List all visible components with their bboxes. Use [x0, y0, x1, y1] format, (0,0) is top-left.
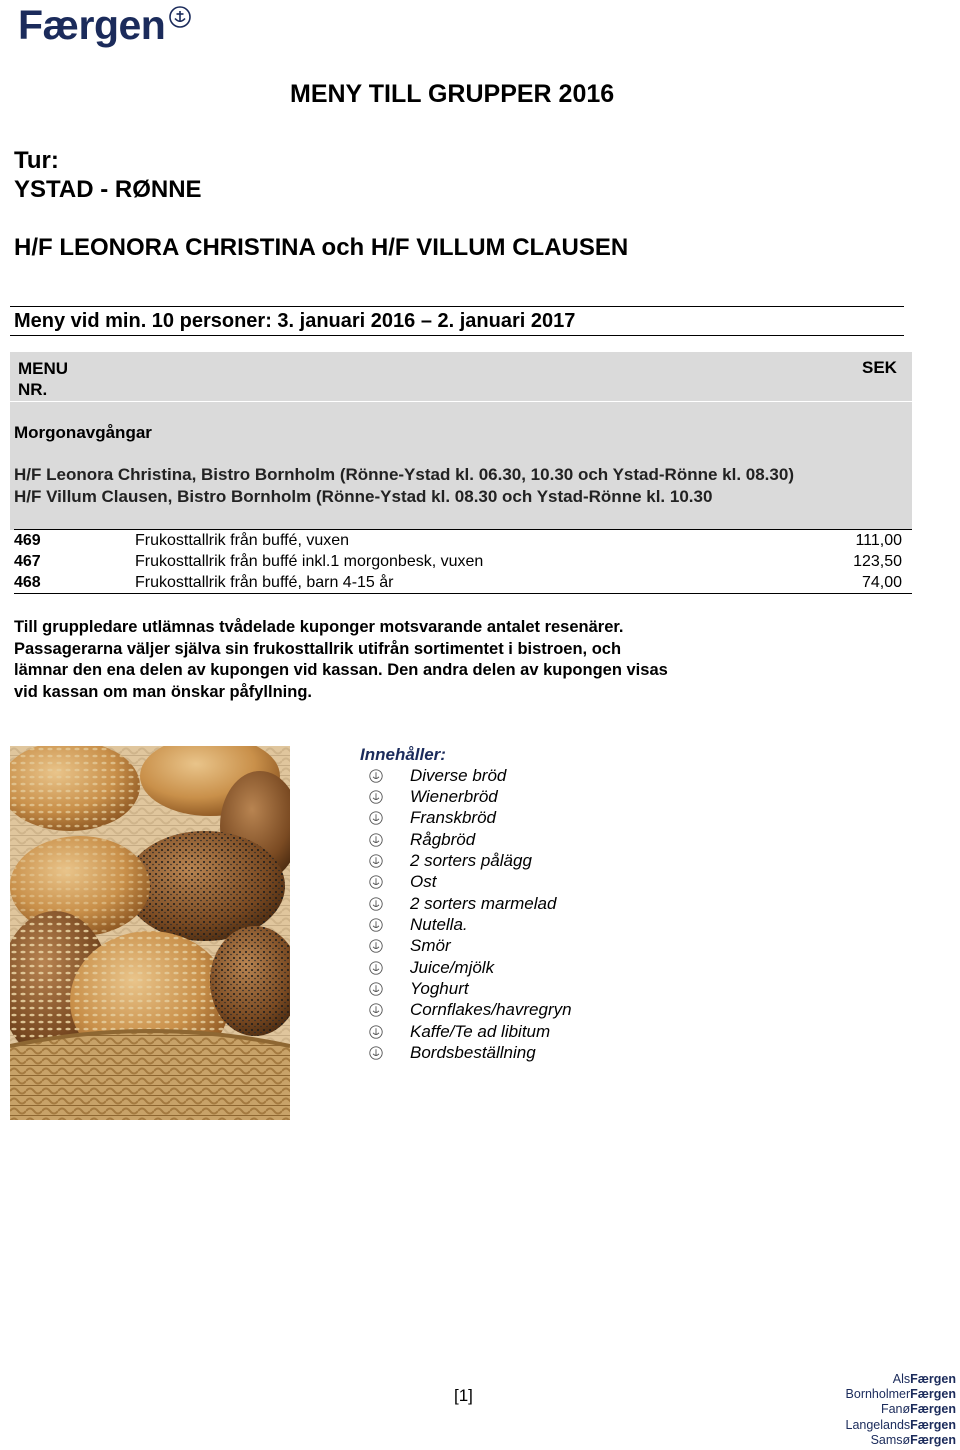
- list-item: [360, 957, 572, 978]
- list-item-label: Ost: [410, 872, 437, 892]
- list-item-label: Juice/mjölk: [410, 957, 495, 977]
- item-price: 123,50: [853, 553, 902, 570]
- brand-prefix: Samsø: [870, 1432, 911, 1447]
- list-item-label: Franskbröd: [410, 808, 496, 828]
- anchor-bullet-icon: [360, 897, 410, 911]
- brand-suffix: Færgen: [910, 1432, 956, 1447]
- brand-suffix: Færgen: [910, 1372, 956, 1386]
- tur-label: Tur:: [14, 147, 59, 174]
- list-item-label: Bordsbeställning: [410, 1043, 536, 1063]
- list-item-label: Nutella.: [410, 915, 468, 935]
- item-description: Frukosttallrik från buffé inkl.1 morgonbesk, vuxen: [135, 553, 484, 570]
- list-item-label: Smör: [410, 936, 451, 956]
- item-description: Frukosttallrik från buffé, vuxen: [135, 532, 350, 549]
- item-price: 111,00: [855, 532, 902, 549]
- item-description: Frukosttallrik från buffé, barn 4-15 år: [135, 574, 394, 591]
- note-line: lämnar den ena delen av kupongen vid kassan. Den andra delen av kupongen visas: [14, 661, 668, 679]
- list-item: [360, 786, 572, 807]
- brand-prefix: Langelands: [845, 1417, 911, 1432]
- list-item: [360, 1021, 572, 1042]
- brand-prefix: Bornholmer: [845, 1387, 911, 1402]
- list-item-label: Wienerbröd: [410, 787, 498, 807]
- anchor-bullet-icon: [360, 769, 410, 783]
- item-number: 468: [14, 574, 41, 591]
- anchor-bullet-icon: [360, 1003, 410, 1017]
- route-line-2: H/F Villum Clausen, Bistro Bornholm (Rönne-Ystad kl. 08.30 och Ystad-Rönne kl. 10.30: [14, 487, 713, 506]
- list-item: [360, 1000, 572, 1021]
- list-item-label: Kaffe/Te ad libitum: [410, 1021, 551, 1041]
- section-title: Morgonavgångar: [14, 423, 152, 442]
- table-row: [14, 551, 912, 572]
- list-item: [360, 893, 572, 914]
- list-item: [360, 1042, 572, 1063]
- table-row: [14, 530, 912, 551]
- faergen-logo: [18, 2, 191, 48]
- list-item-label: 2 sorters marmelad: [410, 893, 557, 913]
- divider-top: [10, 306, 904, 307]
- menu-nr-line1: MENU: [18, 359, 69, 378]
- brand-suffix: Færgen: [910, 1417, 956, 1432]
- list-item-label: Yoghurt: [410, 979, 469, 999]
- coupon-note: [14, 617, 774, 703]
- menu-nr-line2: NR.: [18, 380, 48, 399]
- contents-list: [360, 765, 572, 1064]
- anchor-icon: [169, 6, 191, 33]
- menu-items-table: [14, 529, 912, 594]
- brand-suffix: Færgen: [910, 1387, 956, 1402]
- brand-prefix: Fanø: [880, 1402, 911, 1417]
- contents-title: Innehåller:: [360, 745, 446, 764]
- list-item: [360, 765, 572, 786]
- table-row: [14, 572, 912, 593]
- bread-basket-image: [10, 746, 290, 1120]
- list-item: [360, 936, 572, 957]
- anchor-bullet-icon: [360, 982, 410, 996]
- anchor-bullet-icon: [360, 811, 410, 825]
- route-line-1: H/F Leonora Christina, Bistro Bornholm (Rönne-Ystad kl. 06.30, 10.30 och Ystad-Rönne kl. 08.30): [14, 465, 794, 484]
- brand-line: [846, 1372, 957, 1387]
- anchor-bullet-icon: [360, 875, 410, 889]
- ships-heading: H/F LEONORA CHRISTINA och H/F VILLUM CLAUSEN: [14, 234, 629, 261]
- item-number: 467: [14, 553, 41, 570]
- anchor-bullet-icon: [360, 854, 410, 868]
- anchor-bullet-icon: [360, 1025, 410, 1039]
- list-item: [360, 978, 572, 999]
- list-item: [360, 914, 572, 935]
- route-heading: YSTAD - RØNNE: [14, 176, 202, 203]
- page-number: [1]: [454, 1386, 473, 1405]
- note-line: vid kassan om man önskar påfyllning.: [14, 682, 313, 701]
- brand-suffix: Færgen: [910, 1402, 956, 1417]
- list-item: [360, 829, 572, 850]
- logo-text: Færgen: [18, 2, 166, 48]
- anchor-bullet-icon: [360, 1046, 410, 1060]
- note-line: Till gruppledare utlämnas tvådelade kuponger motsvarande antalet resenärer.: [14, 618, 624, 636]
- note-line: Passagerarna väljer själva sin frukosttallrik utifrån sortimentet i bistroen, och: [14, 639, 622, 658]
- brand-line: [846, 1402, 957, 1417]
- period-text: Meny vid min. 10 personer: 3. januari 2016 – 2. januari 2017: [14, 310, 576, 332]
- list-item-label: Rågbröd: [410, 829, 476, 849]
- item-price: 74,00: [861, 574, 902, 591]
- item-number: 469: [14, 532, 41, 549]
- list-item-label: Diverse bröd: [410, 765, 507, 785]
- anchor-bullet-icon: [360, 961, 410, 975]
- list-item: [360, 872, 572, 893]
- menu-nr-header: [18, 358, 68, 400]
- list-item-label: Cornflakes/havregryn: [410, 1000, 572, 1020]
- brand-line: [846, 1433, 957, 1448]
- brand-line: [846, 1387, 957, 1402]
- list-item: [360, 808, 572, 829]
- anchor-bullet-icon: [360, 833, 410, 847]
- list-item: [360, 850, 572, 871]
- divider-bottom: [10, 335, 904, 336]
- anchor-bullet-icon: [360, 918, 410, 932]
- contents-block: [360, 744, 572, 1064]
- brand-prefix: Als: [892, 1372, 911, 1386]
- anchor-bullet-icon: [360, 939, 410, 953]
- document-title: MENY TILL GRUPPER 2016: [290, 80, 615, 108]
- list-item-label: 2 sorters pålägg: [410, 851, 532, 871]
- panel-divider: [10, 401, 912, 402]
- tur-block: [14, 146, 202, 204]
- brand-line: [846, 1418, 957, 1433]
- brand-logos: [846, 1372, 957, 1448]
- currency-header: SEK: [862, 358, 897, 377]
- anchor-bullet-icon: [360, 790, 410, 804]
